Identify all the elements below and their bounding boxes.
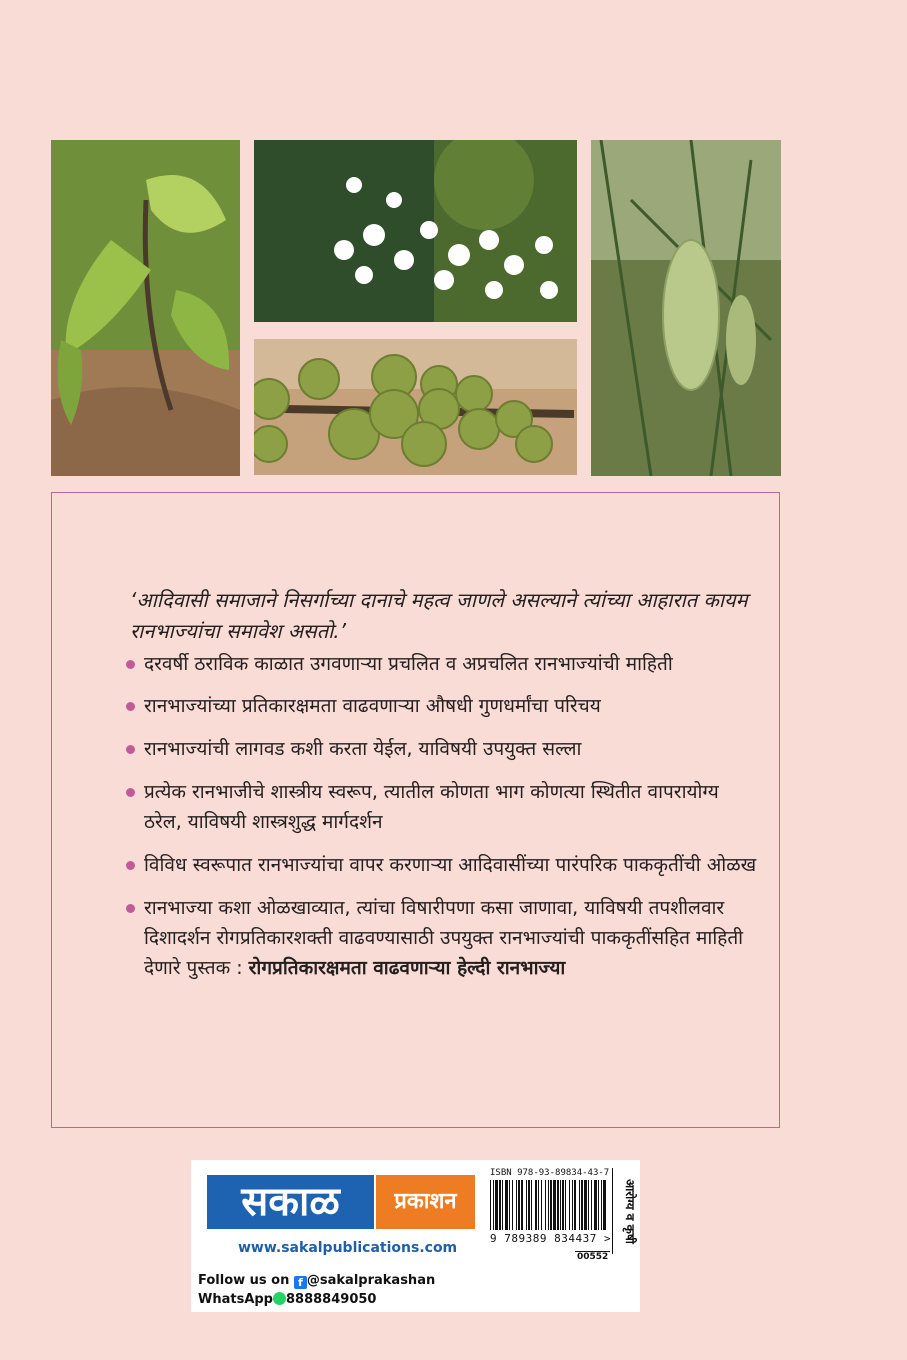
list-item bbox=[126, 893, 762, 983]
facebook-icon: f bbox=[294, 1276, 307, 1289]
publisher-logo-sub: प्रकाशन bbox=[376, 1175, 475, 1229]
list-item: विविध स्वरूपात रानभाज्यांचा वापर करणाऱ्या आदिवासींच्या पारंपरिक पाककृतींची ओळख bbox=[126, 850, 762, 880]
book-code: 00552 bbox=[577, 1252, 609, 1262]
publisher-website[interactable]: www.sakalpublications.com bbox=[238, 1240, 458, 1256]
list-item-text: रानभाज्या कशा ओळखाव्यात, त्यांचा विषारीपणा कसा जाणावा, याविषयी तपशीलवार दिशादर्शन रोगप्रतिकारशक्ती वाढवण्यासाठी उपयुक्त रानभाज्यांची पाककृतींसहित माहिती देणारे पुस्तक : bbox=[144, 897, 744, 979]
category-label: आरोग्य व कृषी bbox=[612, 1168, 639, 1254]
whatsapp-number[interactable]: 8888849050 bbox=[286, 1292, 377, 1307]
photo-white-flowers bbox=[254, 140, 577, 322]
book-title: रोगप्रतिकारक्षमता वाढवणाऱ्या हेल्दी रानभाज्या bbox=[248, 957, 566, 979]
quote-text: ‘आदिवासी समाजाने निसर्गाच्या दानाचे महत्व जाणले असल्याने त्यांच्या आहारात कायम रानभाज्यांचा समावेश असतो.’ bbox=[130, 588, 748, 643]
list-item: प्रत्येक रानभाजीचे शास्त्रीय स्वरूप, त्यातील कोणता भाग कोणत्या स्थितीत वापरायोग्य ठरेल, याविषयी शास्त्रशुद्ध मार्गदर्शन bbox=[126, 777, 762, 837]
feature-list bbox=[126, 649, 762, 983]
barcode-icon bbox=[490, 1180, 608, 1230]
list-item: रानभाज्यांच्या प्रतिकारक्षमता वाढवणाऱ्या औषधी गुणधर्मांचा परिचय bbox=[126, 691, 762, 721]
facebook-handle[interactable]: @sakalprakashan bbox=[306, 1273, 436, 1288]
photo-green-berries bbox=[254, 339, 577, 475]
isbn-label: ISBN 978-93-89834-43-7 bbox=[490, 1168, 610, 1178]
list-item: दरवर्षी ठराविक काळात उगवणाऱ्या प्रचलित व अप्रचलित रानभाज्यांची माहिती bbox=[126, 649, 762, 679]
publisher-logo-main: सकाळ bbox=[207, 1175, 374, 1229]
photo-seed-pod-plant bbox=[591, 140, 781, 476]
whatsapp-label: WhatsApp bbox=[198, 1292, 273, 1307]
description-box bbox=[51, 492, 780, 1128]
whatsapp-icon bbox=[273, 1292, 286, 1305]
isbn-digits: 9 789389 834437 > bbox=[490, 1232, 612, 1245]
follow-label: Follow us on bbox=[198, 1273, 290, 1288]
social-links bbox=[198, 1271, 435, 1309]
list-item: रानभाज्यांची लागवड कशी करता येईल, याविषयी उपयुक्त सल्ला bbox=[126, 734, 762, 764]
photo-taro-plant bbox=[51, 140, 240, 476]
publisher-footer bbox=[191, 1160, 640, 1312]
